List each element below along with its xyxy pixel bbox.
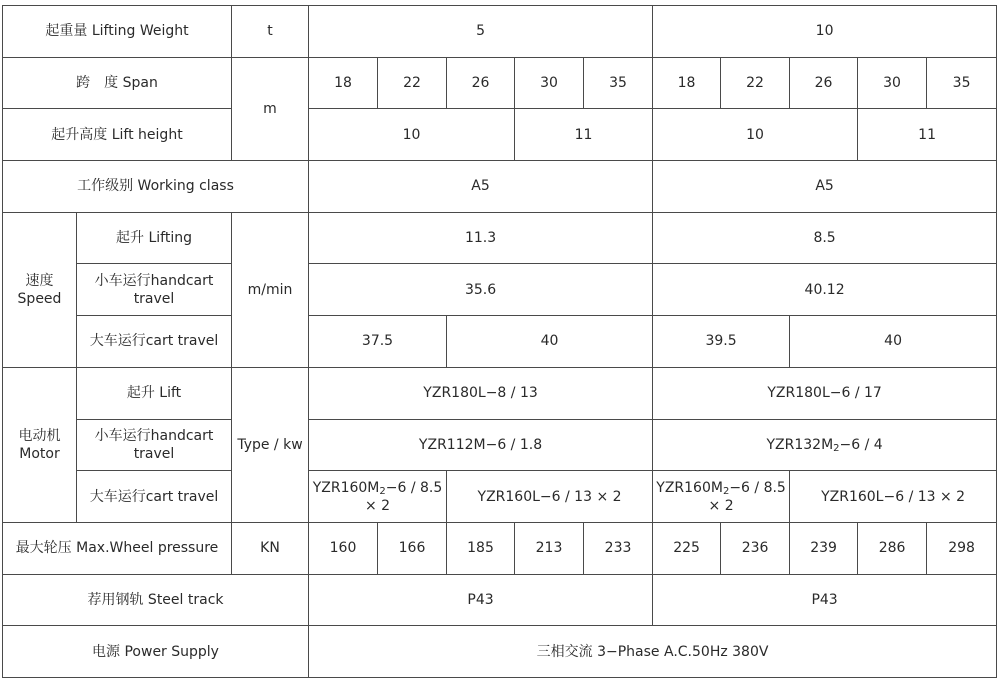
motor-label-en: Motor (19, 445, 60, 462)
table-cell: YZR180L−8 / 13 (309, 367, 653, 419)
table-cell: 286 (858, 522, 927, 574)
span-label: 跨 度 Span (3, 57, 232, 109)
table-cell: 239 (790, 522, 858, 574)
span-height-unit: m (232, 57, 309, 160)
motor-model-suffix: −6 / 8.5 × 2 (708, 479, 786, 514)
table-cell: 8.5 (653, 212, 997, 264)
table-cell: A5 (309, 161, 653, 213)
wheel-pressure-unit: KN (232, 522, 309, 574)
table-cell: 185 (447, 522, 515, 574)
table-cell: 22 (721, 57, 790, 109)
speed-cart-label: 大车运行cart travel (77, 316, 232, 368)
table-cell: 5 (309, 6, 653, 58)
table-cell: 26 (790, 57, 858, 109)
motor-model-suffix: −6 / 4 (839, 436, 883, 453)
motor-unit: Type / kw (232, 367, 309, 522)
table-cell: 11.3 (309, 212, 653, 264)
motor-model-suffix: −6 / 8.5 × 2 (364, 479, 443, 514)
motor-model-subscript: 2 (833, 442, 840, 454)
wheel-pressure-label: 最大轮压 Max.Wheel pressure (3, 522, 232, 574)
table-cell: 10 (653, 109, 858, 161)
motor-cart-label: 大车运行cart travel (77, 471, 232, 523)
table-cell: 18 (653, 57, 721, 109)
table-cell: 40 (790, 316, 997, 368)
motor-handcart-label: 小车运行handcart travel (77, 419, 232, 471)
table-cell: 39.5 (653, 316, 790, 368)
motor-label-cn: 电动机 (18, 427, 61, 444)
table-row (3, 471, 997, 523)
table-row (3, 264, 997, 316)
motor-model-subscript: 2 (379, 485, 386, 497)
table-cell: 160 (309, 522, 378, 574)
table-row (3, 6, 997, 58)
table-cell: 225 (653, 522, 721, 574)
table-cell: 30 (858, 57, 927, 109)
table-cell (653, 419, 997, 471)
table-cell: 26 (447, 57, 515, 109)
lifting-weight-label: 起重量 Lifting Weight (3, 6, 232, 58)
table-row (3, 161, 997, 213)
table-cell: YZR180L−6 / 17 (653, 367, 997, 419)
table-cell: 10 (653, 6, 997, 58)
table-row (3, 367, 997, 419)
table-cell: 233 (584, 522, 653, 574)
table-cell: P43 (309, 574, 653, 626)
speed-label-cn: 速度 (25, 272, 54, 289)
table-row (3, 109, 997, 161)
speed-label-en: Speed (17, 290, 62, 307)
table-cell: 40.12 (653, 264, 997, 316)
speed-handcart-label: 小车运行handcart travel (77, 264, 232, 316)
table-row (3, 522, 997, 574)
table-cell: A5 (653, 161, 997, 213)
table-row (3, 316, 997, 368)
motor-group-label (3, 367, 77, 522)
table-cell: 11 (515, 109, 653, 161)
steel-track-label: 荐用钢轨 Steel track (3, 574, 309, 626)
table-cell: 35 (584, 57, 653, 109)
table-cell: YZR160L−6 / 13 × 2 (790, 471, 997, 523)
table-cell: 298 (927, 522, 997, 574)
motor-model-subscript: 2 (722, 485, 730, 497)
table-cell: 10 (309, 109, 515, 161)
power-supply-label: 电源 Power Supply (3, 626, 309, 678)
table-cell: 37.5 (309, 316, 447, 368)
lifting-weight-unit: t (232, 6, 309, 58)
table-row (3, 574, 997, 626)
table-cell: 35.6 (309, 264, 653, 316)
table-cell: P43 (653, 574, 997, 626)
working-class-label: 工作级别 Working class (3, 161, 309, 213)
table-row (3, 626, 997, 678)
table-row (3, 212, 997, 264)
table-cell (653, 471, 790, 523)
speed-lifting-label: 起升 Lifting (77, 212, 232, 264)
table-row (3, 419, 997, 471)
table-cell: 213 (515, 522, 584, 574)
table-cell: 166 (378, 522, 447, 574)
table-cell: 22 (378, 57, 447, 109)
table-cell: 11 (858, 109, 997, 161)
speed-unit: m/min (232, 212, 309, 367)
spec-table (2, 5, 997, 678)
table-cell: 236 (721, 522, 790, 574)
table-cell: YZR160L−6 / 13 × 2 (447, 471, 653, 523)
speed-group-label (3, 212, 77, 367)
motor-model-prefix: YZR160M (312, 479, 380, 496)
table-cell: 18 (309, 57, 378, 109)
table-cell: 30 (515, 57, 584, 109)
table-cell (309, 471, 447, 523)
motor-model-prefix: YZR132M (766, 436, 834, 453)
motor-model-prefix: YZR160M (656, 479, 723, 496)
lift-height-label: 起升高度 Lift height (3, 109, 232, 161)
table-cell: 40 (447, 316, 653, 368)
table-cell: 35 (927, 57, 997, 109)
table-row (3, 57, 997, 109)
power-supply-value: 三相交流 3−Phase A.C.50Hz 380V (309, 626, 997, 678)
table-cell: YZR112M−6 / 1.8 (309, 419, 653, 471)
motor-lift-label: 起升 Lift (77, 367, 232, 419)
